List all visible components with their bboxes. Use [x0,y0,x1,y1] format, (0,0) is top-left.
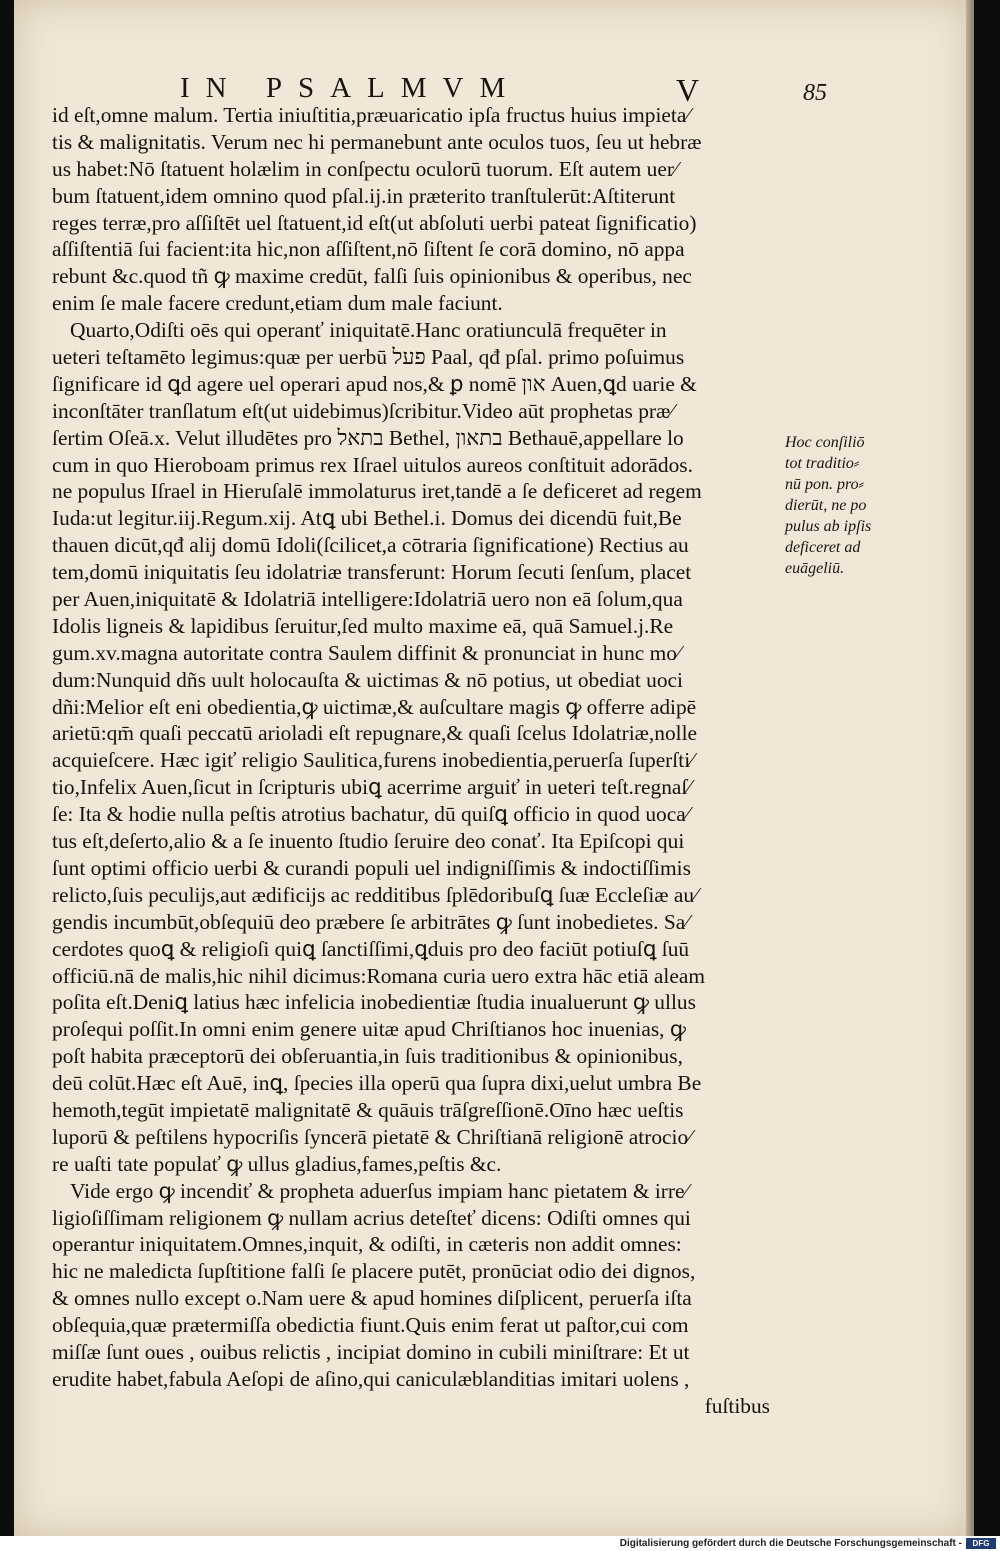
funding-credit: Digitalisierung gefördert durch die Deutsche Forschungsgemeinschaft - [619,1538,962,1549]
text-line: ſunt optimi officio uerbi & curandi populi uel indigniſſimis & indoctiſſimis [52,855,691,880]
text-line: ligioſiſſimam religionem ꝙ nullam acrius deteſteť dicens: Odiſti omnes qui [52,1205,691,1230]
text-line: cerdotes quoꝗ & religioſi quiꝗ ſanctiſſimi,ꝗduis pro deo faciūt potiuſꝗ ſuū [52,936,690,961]
text-line: erudite habet,fabula Aeſopi de aſino,qui caniculæblanditias imitari uolens , [52,1366,690,1391]
text-line: obſequia,quæ prætermiſſa obedictia fiunt.Quis enim ferat ut paſtor,cui com [52,1313,689,1338]
text-line: dum:Nunquid dñs uult holocauſta & uictimas & nō potius, ut obediat uoci [52,667,683,692]
text-line: relicto,ſuis peculijs,aut ædificijs ac redditibus ſplēdoribuſꝗ ſuæ Eccleſiæ au∕ [52,882,698,907]
text-line: Idolis ligneis & lapidibus ſeruitur,ſed multo maxime eā, quā Samuel.j.Re [52,613,674,638]
marginal-line: nū pon. pro⸗ [785,476,864,493]
text-line: proſequi poſſit.In omni enim genere uitæ apud Chriſtianos hoc inuenias, ꝙ [52,1017,686,1042]
text-line: thauen dicūt,qđ alij domū Idoli(ſcilicet,a cōtraria ſignificatione) Rectius au [52,533,689,558]
text-line: Iuda:ut legitur.iij.Regum.xij. Atꝗ ubi Bethel.i. Domus dei dicendū fuit,Be [52,506,682,531]
marginal-line: dierūt, ne po [785,497,867,514]
text-line: poſita eſt.Deniꝗ latius hæc infelicia inobedientiæ ſtudia inualuerunt ꝙ ullus [52,990,696,1015]
text-line: ſignificare id ꝗd agere uel operari apud nos,& ꝑ nomē און Auen,ꝗd uarie & [52,371,697,396]
text-line: ueteri teſtamēto legimus:quæ per uerbū פעל Paal, qđ pſal. primo poſuimus [52,345,685,370]
text-line: bum ſtatuent,idem omnino quod pſal.ij.in præterito tranſtulerūt:Aſtiterunt [52,183,676,208]
text-line: id eſt,omne malum. Tertia iniuſtitia,præuaricatio ipſa fructus huius impieta∕ [52,103,690,127]
text-line: & omnes nullo except o.Nam uere & apud homines diſplicent, peruerſa iſta [52,1286,692,1311]
text-line: gendis incumbūt,obſequiū deo præbere ſe arbitrātes ꝙ ſunt inobedietes. Sa∕ [52,909,689,934]
text-line: ne populus Iſrael in Hieruſalē immolaturus iret,tandē a ſe deficeret ad regem [52,479,702,504]
text-line: tio,Infelix Auen,ſicut in ſcripturis ubiꝗ acerrime arguiť in ueteri teſt.regnaſ∕ [52,775,691,800]
text-line: enim ſe male facere credunt,etiam dum male faciunt. [52,291,503,316]
text-line: hic ne maledicta ſupſtitione falſi ſe placere putēt, pronūciat odio dei dignos, [52,1259,696,1284]
text-line: tem,domū iniquitatis ſeu idolatriæ transferunt: Horum ſecuti ſenſum, placet [52,560,692,585]
text-line: arietū:qm̄ quaſi peccatū arioladi eſt repugnare,& quaſi ſcelus Idolatriæ,nolle [52,721,698,746]
text-line: tus eſt,deſerto,alio & a ſe inuento ſtudio ſeruire deo conať. Ita Epiſcopi qui [52,829,685,854]
text-line: rebunt &c.quod tñ ꝙ maxime credūt, falſi ſuis opinionibus & operibus, nec [52,264,692,289]
text-line: hemoth,tegūt impietatē malignitatē & quāuis trāſgreſſionē.Oīno hæc ueſtis [52,1097,684,1122]
text-line: cum in quo Hieroboam primus rex Iſrael uitulos aureos conſtituit adorādos. [52,452,693,477]
text-line: luporū & peſtilens hypocriſis ſyncerā pietatē & Chriſtianā religionē atrocio∕ [52,1124,692,1149]
text-line: acquieſcere. Hæc igiť religio Saulitica,furens inobedientia,peruerſa ſuperſti∕ [52,748,694,773]
text-line: Vide ergo ꝙ incendiť & propheta aduerſus impiam hanc pietatem & irre∕ [70,1178,689,1203]
running-title: IN PSALMVM [180,72,522,104]
marginal-line: Hoc conſiliō [785,434,865,451]
text-line: officiū.nā de malis,hic nihil dicimus:Romana curia uero extra hāc etiā aleam [52,963,705,988]
text-line: tis & malignitatis. Verum nec hi permanebunt ante oculos tuos, ſeu ut hebræ [52,129,702,154]
marginal-line: tot traditio⸗ [785,455,860,472]
text-line: us habet:Nō ſtatuent holælim in conſpectu oculorū tuorum. Eſt autem uer∕ [52,156,678,181]
text-line: ſertim Oſeā.x. Velut illudētes pro בתאל Bethel, בתאון Bethauē,appellare lo [52,425,684,450]
text-line: Quarto,Odiſti oēs qui operanť iniquitatē.Hanc oratiunculā frequēter in [70,318,667,343]
marginal-line: euāgeliū. [785,560,845,577]
marginal-note [785,432,897,579]
text-line: dñi:Melior eſt eni obedientia,ꝙ uictimæ,& auſcultare magis ꝙ offerre adipē [52,694,697,719]
catchword: fuſtibus [704,1393,770,1418]
text-line: operantur iniquitatem.Omnes,inquit, & odiſti, in cæteris non addit omnes: [52,1232,682,1257]
page-edge [966,0,974,1536]
folio-number: 85 [803,80,827,106]
text-line: poſt habita præceptorū dei obſeruantia,in ſuis traditionibus & opinionibus, [52,1044,683,1069]
marginal-line: deficeret ad [785,539,861,556]
text-line: gum.xv.magna autoritate contra Saulem diffinit & pronunciat in hunc mo∕ [52,640,681,665]
text-line: per Auen,iniquitatē & Idolatriā intelligere:Idolatriā uero non eā ſolum,qua [52,587,683,612]
text-line: re uaſti tate populať ꝙ ullus gladius,fames,peſtis &c. [52,1151,502,1176]
dfg-logo: DFG [966,1538,996,1549]
text-line: deū colūt.Hæc eſt Auē, inꝗ, ſpecies illa operū qua ſupra dixi,uelut umbra Be [52,1071,702,1096]
text-line: aſſiſtentiā ſui facient:ita hic,non aſſiſtent,nō ſiſtent ſe corā domino, nō appa [52,237,685,262]
text-line: ſe: Ita & hodie nulla peſtis atrotius bachatur, dū quiſꝗ officio in quod uoca∕ [52,802,690,827]
marginal-line: pulus ab ipſis [785,518,872,535]
text-line: miſſæ ſunt oues , ouibus relictis , incipiat domino in cubili miniſtrare: Et ut [52,1339,690,1364]
main-text-block [52,102,780,1420]
text-line: inconſtāter tranſlatum eſt(ut uidebimus)ſcribitur.Video aūt prophetas præ∕ [52,398,674,423]
text-line: reges terræ,pro aſſiſtēt uel ſtatuent,id eſt(ut abſoluti uerbi pateat ſignificatio) [52,210,697,235]
psalm-number: V [676,72,700,108]
